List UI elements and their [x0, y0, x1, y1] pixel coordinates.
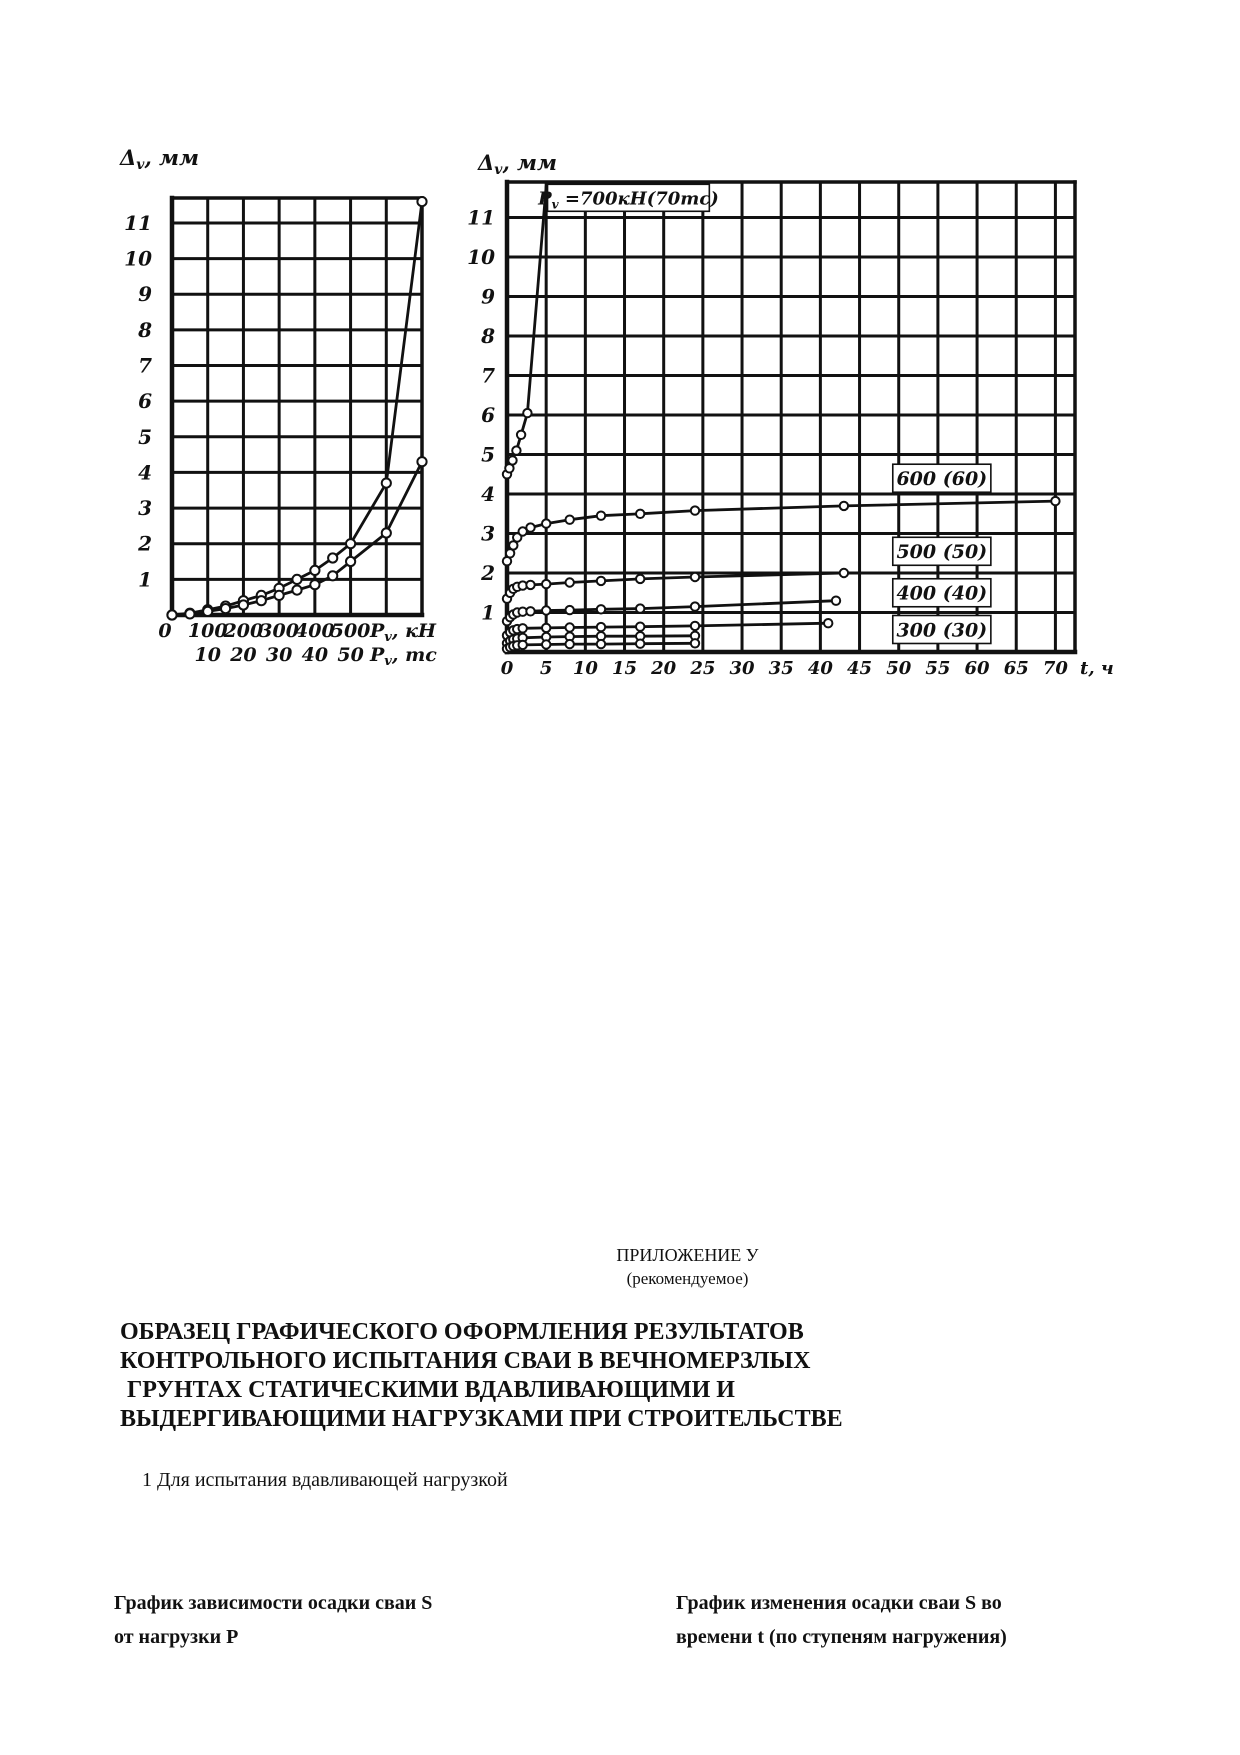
svg-text:50: 50	[886, 658, 912, 679]
svg-text:3: 3	[481, 521, 495, 546]
svg-text:Δv, мм: Δv, мм	[120, 145, 199, 173]
svg-text:40: 40	[807, 658, 833, 679]
page-title-line-1: ОБРАЗЕЦ ГРАФИЧЕСКОГО ОФОРМЛЕНИЯ РЕЗУЛЬТАТОВ	[120, 1319, 804, 1345]
svg-text:Pv, кН: $P_v$, кН	[370, 620, 436, 645]
svg-text:11: 11	[467, 205, 495, 230]
data-point-marker	[328, 571, 337, 580]
svg-text:200: 200	[223, 620, 264, 642]
svg-text:20: 20	[230, 644, 257, 666]
data-point-marker	[526, 523, 534, 531]
data-point-marker	[691, 506, 699, 514]
load-settlement-chart	[119, 145, 437, 669]
data-point-marker	[636, 604, 644, 612]
svg-text:11: 11	[124, 210, 152, 235]
left-chart-caption-line-1: График зависимости осадки сваи S	[114, 1592, 433, 1614]
svg-text:9: 9	[138, 282, 152, 307]
page-title-line-2: КОНТРОЛЬНОГО ИСПЫТАНИЯ СВАИ В ВЕЧНОМЕРЗЛЫХ	[120, 1348, 811, 1374]
data-point-marker	[691, 622, 699, 630]
svg-text:0: 0	[158, 620, 172, 642]
svg-text:2: 2	[481, 561, 495, 586]
page-title-line-3: ГРУНТАХ СТАТИЧЕСКИМИ ВДАВЛИВАЮЩИМИ И	[127, 1377, 735, 1403]
svg-text:10: 10	[467, 245, 495, 270]
svg-text:55: 55	[925, 658, 951, 679]
svg-text:0: 0	[500, 658, 514, 679]
data-point-marker	[1051, 497, 1059, 505]
svg-text:500 (50): 500 (50)	[896, 541, 988, 564]
svg-text:6: 6	[481, 403, 495, 428]
data-point-marker	[526, 581, 534, 589]
svg-text:45: 45	[847, 658, 873, 679]
series-step-400-40	[503, 597, 840, 626]
figure-canvas	[0, 0, 1240, 700]
data-point-marker	[542, 640, 550, 648]
data-point-marker	[239, 600, 248, 609]
data-point-marker	[691, 639, 699, 647]
data-point-marker	[597, 640, 605, 648]
svg-text:1: 1	[138, 567, 152, 592]
data-point-marker	[167, 610, 176, 619]
svg-text:10: 10	[572, 658, 598, 679]
data-point-marker	[691, 602, 699, 610]
svg-text:60: 60	[964, 658, 990, 679]
svg-text:5: 5	[481, 442, 495, 467]
svg-text:8: 8	[481, 324, 495, 349]
left-chart-caption	[114, 1586, 514, 1654]
curve-label--700-70-	[537, 184, 719, 211]
svg-text:4: 4	[481, 482, 495, 507]
svg-text:Pv, тс: $P_v$, тс	[370, 644, 437, 669]
data-point-marker	[832, 597, 840, 605]
svg-text:35: 35	[768, 658, 794, 679]
data-point-marker	[328, 553, 337, 562]
data-point-marker	[519, 641, 527, 649]
data-point-marker	[292, 586, 301, 595]
grid	[172, 198, 422, 615]
data-point-marker	[275, 591, 284, 600]
svg-text:2: 2	[138, 531, 152, 556]
svg-text:5: 5	[138, 424, 152, 449]
curve-label-400-40-	[893, 579, 991, 607]
data-point-marker	[346, 557, 355, 566]
data-point-marker	[566, 640, 574, 648]
data-point-marker	[566, 516, 574, 524]
curve-label-500-50-	[893, 537, 991, 565]
svg-text:65: 65	[1003, 658, 1029, 679]
svg-text:9: 9	[481, 284, 495, 309]
svg-text:4: 4	[138, 460, 152, 485]
svg-text:8: 8	[138, 317, 152, 342]
data-point-marker	[508, 456, 516, 464]
data-point-marker	[517, 431, 525, 439]
svg-text:1: 1	[481, 600, 495, 625]
data-point-marker	[566, 578, 574, 586]
data-point-marker	[382, 479, 391, 488]
svg-text:10: 10	[194, 644, 221, 666]
data-point-marker	[636, 575, 644, 583]
data-point-marker	[691, 573, 699, 581]
svg-text:500: 500	[330, 620, 371, 642]
data-point-marker	[292, 575, 301, 584]
right-chart-caption	[676, 1586, 1056, 1654]
svg-text:20: 20	[651, 658, 677, 679]
data-point-marker	[542, 519, 550, 527]
series-step-700-70	[503, 186, 546, 479]
data-point-marker	[840, 569, 848, 577]
svg-text:5: 5	[539, 658, 553, 679]
data-point-marker	[824, 619, 832, 627]
appendix-block	[530, 1243, 845, 1290]
data-point-marker	[597, 512, 605, 520]
data-point-marker	[597, 577, 605, 585]
data-point-marker	[257, 596, 266, 605]
data-point-marker	[636, 623, 644, 631]
data-point-marker	[417, 457, 426, 466]
data-point-marker	[523, 409, 531, 417]
data-point-marker	[382, 528, 391, 537]
data-point-marker	[310, 566, 319, 575]
svg-text:40: 40	[301, 644, 329, 666]
svg-text:30: 30	[265, 644, 293, 666]
svg-text:400 (40): 400 (40)	[896, 582, 988, 605]
data-point-marker	[542, 606, 550, 614]
right-chart-caption-line-2: времени t (по ступеням нагружения)	[676, 1626, 1007, 1648]
section-item-1: 1 Для испытания вдавливающей нагрузкой	[142, 1469, 508, 1491]
data-point-marker	[512, 446, 520, 454]
svg-text:Pv =700кН(70тс): $P_v =700кН(70тс)$	[538, 188, 719, 212]
page-title	[120, 1318, 843, 1434]
svg-text:25: 25	[690, 658, 716, 679]
data-point-marker	[310, 580, 319, 589]
right-chart-caption-line-1: График изменения осадки сваи S во	[676, 1592, 1002, 1614]
svg-text:300: 300	[259, 620, 299, 642]
data-point-marker	[542, 580, 550, 588]
data-point-marker	[636, 510, 644, 518]
page-title-line-4: ВЫДЕРГИВАЮЩИМИ НАГРУЗКАМИ ПРИ СТРОИТЕЛЬСТВЕ	[120, 1406, 843, 1432]
svg-text:6: 6	[138, 389, 152, 414]
curve-label-300-30-	[893, 615, 991, 643]
data-point-marker	[221, 604, 230, 613]
data-point-marker	[597, 623, 605, 631]
left-chart-caption-line-2: от нагрузки Р	[114, 1626, 239, 1648]
data-point-marker	[185, 609, 194, 618]
data-point-marker	[636, 640, 644, 648]
data-point-marker	[542, 624, 550, 632]
svg-text:300 (30): 300 (30)	[896, 619, 988, 642]
data-point-marker	[526, 607, 534, 615]
data-point-marker	[519, 624, 527, 632]
svg-text:10: 10	[124, 246, 152, 271]
svg-text:400: 400	[295, 620, 335, 642]
settlement-time-chart	[467, 150, 1114, 679]
appendix-label: ПРИЛОЖЕНИЕ У	[616, 1245, 759, 1265]
svg-text:7: 7	[481, 363, 495, 388]
data-point-marker	[597, 605, 605, 613]
appendix-note: (рекомендуемое)	[626, 1269, 749, 1288]
data-point-marker	[840, 502, 848, 510]
svg-text:30: 30	[729, 658, 755, 679]
svg-text:15: 15	[611, 658, 638, 679]
data-point-marker	[417, 197, 426, 206]
data-point-marker	[203, 607, 212, 616]
data-point-marker	[346, 539, 355, 548]
data-point-marker	[566, 606, 574, 614]
svg-text:50: 50	[337, 644, 364, 666]
svg-text:600 (60): 600 (60)	[896, 468, 988, 491]
svg-text:t, ч: t, ч	[1080, 658, 1114, 679]
svg-text:3: 3	[138, 496, 152, 521]
data-point-marker	[566, 623, 574, 631]
svg-text:Δv, мм: Δv, мм	[478, 150, 557, 178]
svg-text:100: 100	[187, 620, 228, 642]
svg-text:7: 7	[138, 353, 152, 378]
svg-text:70: 70	[1042, 658, 1068, 679]
curve-label-600-60-	[893, 464, 991, 492]
